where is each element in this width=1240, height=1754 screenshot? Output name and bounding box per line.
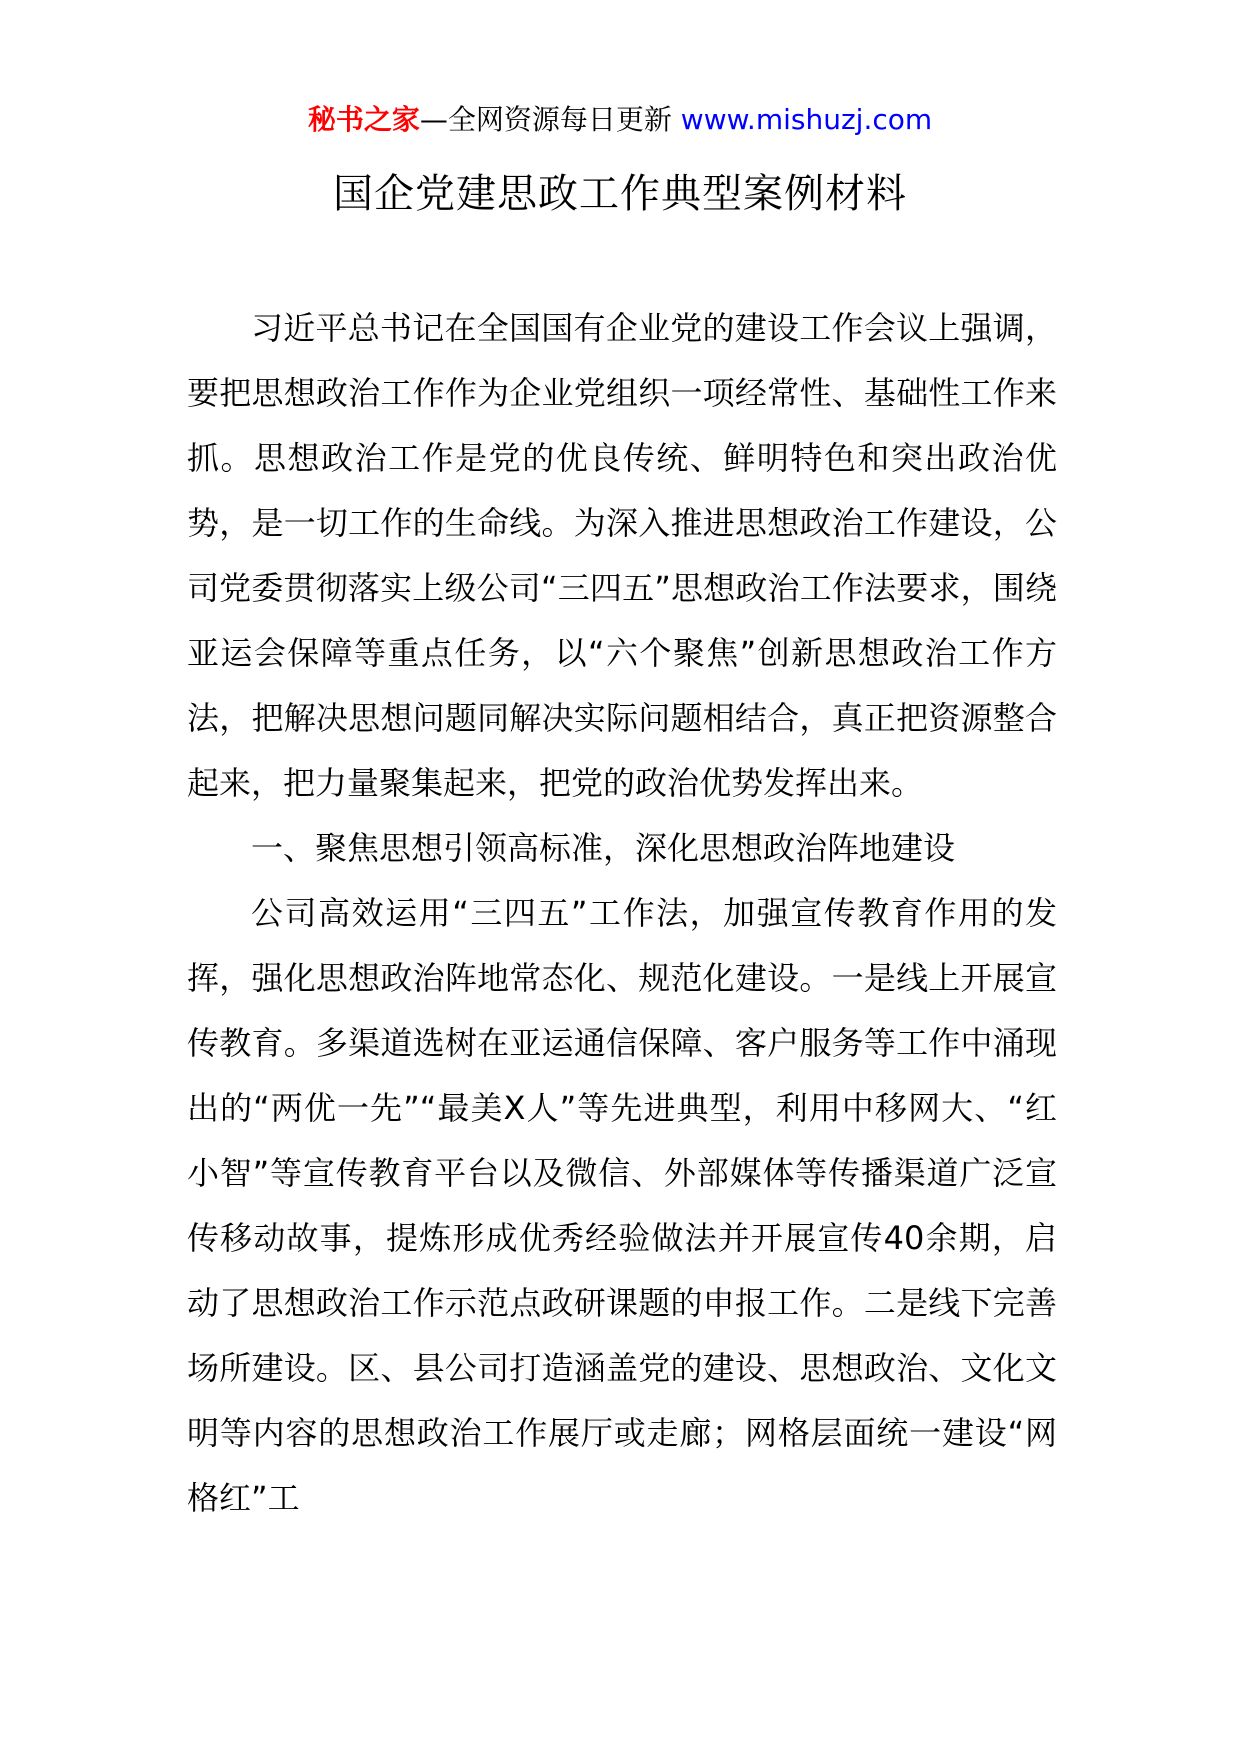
document-title: 国企党建思政工作典型案例材料: [333, 171, 907, 217]
document-body: [187, 296, 1057, 1531]
site-header: [0, 100, 1240, 140]
site-url-link[interactable]: www.mishuzj.com: [680, 103, 933, 136]
intro-paragraph: 习近平总书记在全国国有企业党的建设工作会议上强调，要把思想政治工作作为企业党组织一项经常性、基础性工作来抓。思想政治工作是党的优良传统、鲜明特色和突出政治优势，是一切工作的生命线。为深入推进思想政治工作建设，公司党委贯彻落实上级公司“三四五”思想政治工作法要求，围绕亚运会保障等重点任务，以“六个聚焦”创新思想政治工作方法，把解决思想问题同解决实际问题相结合，真正把资源整合起来，把力量聚集起来，把党的政治优势发挥出来。: [187, 309, 1057, 802]
section-paragraph: 公司高效运用“三四五”工作法，加强宣传教育作用的发挥，强化思想政治阵地常态化、规范化建设。一是线上开展宣传教育。多渠道选树在亚运通信保障、客户服务等工作中涌现出的“两优一先”“最美X人”等先进典型，利用中移网大、“红小智”等宣传教育平台以及微信、外部媒体等传播渠道广泛宣传移动故事，提炼形成优秀经验做法并开展宣传40余期，启动了思想政治工作示范点政研课题的申报工作。二是线下完善场所建设。区、县公司打造涵盖党的建设、思想政治、文化文明等内容的思想政治工作展厅或走廊；网格层面统一建设“网格红”工: [187, 894, 1057, 1517]
site-brand: 秘书之家: [307, 103, 420, 136]
section-heading: 一、聚焦思想引领高标准，深化思想政治阵地建设: [251, 829, 956, 867]
site-tagline: —全网资源每日更新: [419, 103, 672, 136]
